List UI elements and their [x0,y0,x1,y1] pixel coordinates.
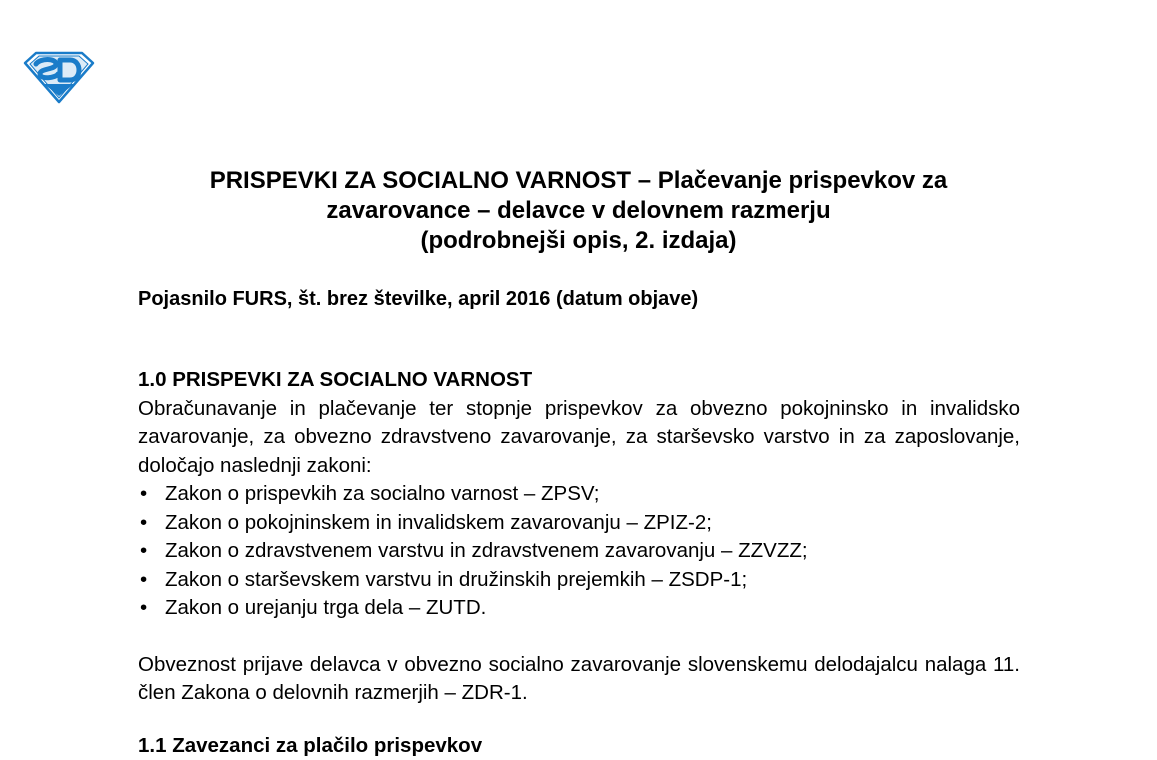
bullet-icon: • [140,594,147,623]
title-line-1: PRISPEVKI ZA SOCIALNO VARNOST – Plačevanje prispevkov za [0,166,1157,196]
document-title [0,166,1157,256]
sd-shield-logo-icon [22,50,96,104]
list-item [138,537,1020,566]
list-item [138,480,1020,509]
spacer [138,708,1020,732]
section-heading-1-0: 1.0 PRISPEVKI ZA SOCIALNO VARNOST [138,366,1020,395]
title-line-2: zavarovance – delavce v delovnem razmerju [0,196,1157,226]
law-text: Zakon o zdravstvenem varstvu in zdravstvenem zavarovanju – ZZVZZ; [165,539,808,562]
section-intro-paragraph: Obračunavanje in plačevanje ter stopnje prispevkov za obvezno pokojninsko in invalidsko zavarovanje, za obvezno zdravstveno zavarovanje, za starševsko varstvo in za zaposlovanje, določajo naslednji zakoni: [138,395,1020,481]
laws-list [138,480,1020,623]
bullet-icon: • [140,566,147,595]
document-body [138,366,1020,760]
law-text: Zakon o starševskem varstvu in družinskih prejemkih – ZSDP-1; [165,568,747,591]
law-text: Zakon o prispevkih za socialno varnost – ZPSV; [165,482,600,505]
list-item [138,566,1020,595]
bullet-icon: • [140,509,147,538]
section-heading-1-1: 1.1 Zavezanci za plačilo prispevkov [138,732,1020,760]
law-text: Zakon o urejanju trga dela – ZUTD. [165,596,486,619]
bullet-icon: • [140,537,147,566]
list-item [138,594,1020,623]
list-item [138,509,1020,538]
title-line-3: (podrobnejši opis, 2. izdaja) [0,226,1157,256]
spacer [138,623,1020,651]
law-text: Zakon o pokojninskem in invalidskem zavarovanju – ZPIZ-2; [165,511,712,534]
registration-paragraph: Obveznost prijave delavca v obvezno socialno zavarovanje slovenskemu delodajalcu nalaga 11. člen Zakona o delovnih razmerjih – ZDR-1. [138,651,1020,708]
bullet-icon: • [140,480,147,509]
document-subtitle: Pojasnilo FURS, št. brez številke, april 2016 (datum objave) [138,286,698,312]
